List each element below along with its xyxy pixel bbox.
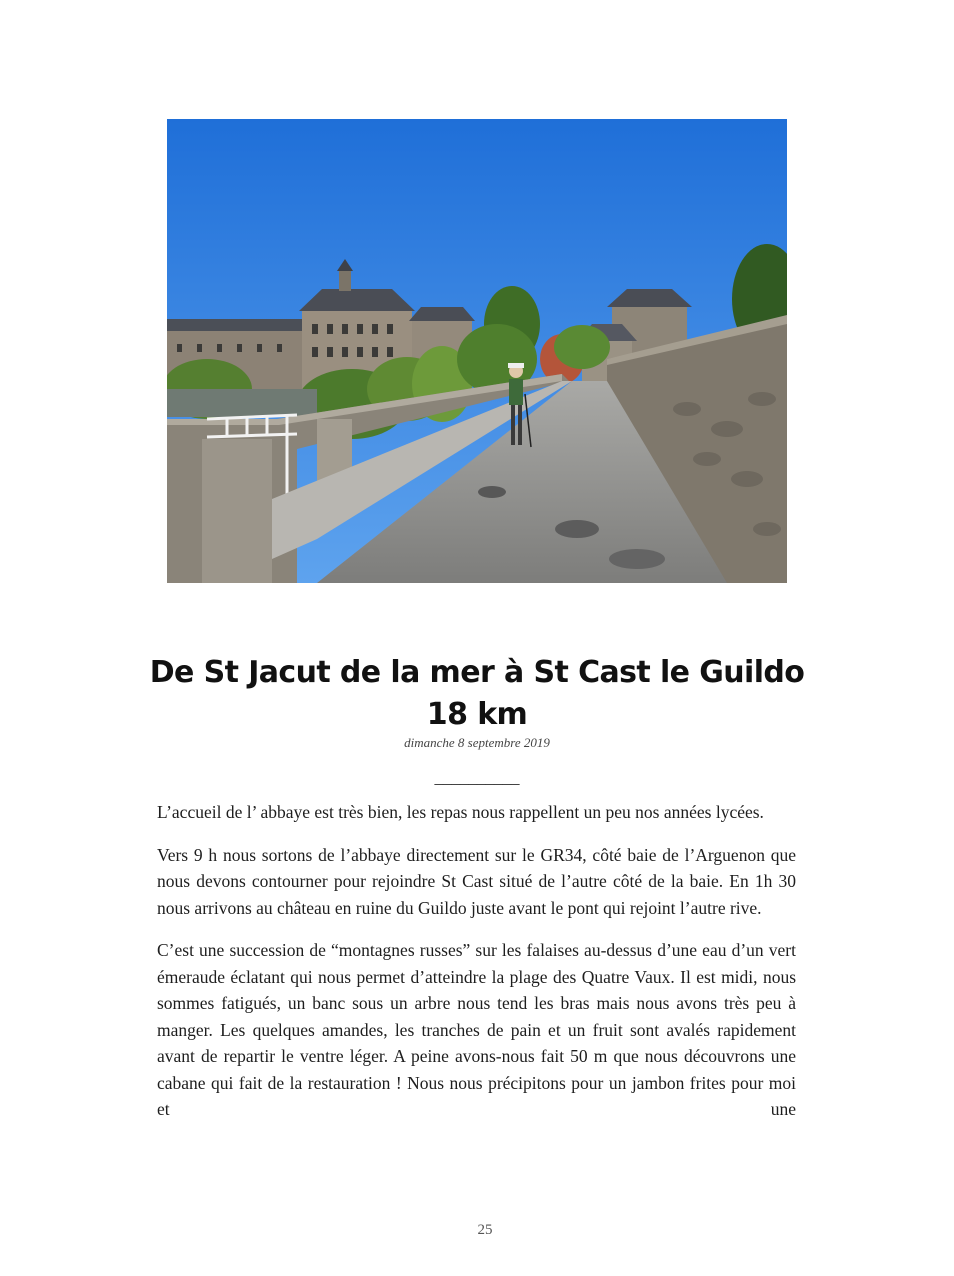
page-title: De St Jacut de la mer à St Cast le Guildo 18 km bbox=[149, 655, 805, 732]
paragraph: Vers 9 h nous sortons de l’abbaye directement sur le GR34, côté baie de l’Arguenon que nous devons contourner pour rejoindre St Cast situé de l’autre côté de la baie. En 1h 30 nous arrivons au château en ruine du Guildo juste avant le pont qui rejoint l’autre rive. bbox=[157, 844, 796, 918]
page-number: 25 bbox=[477, 1222, 493, 1238]
paragraph: C’est une succession de “montagnes russes” sur les falaises au-dessus d’une eau d’un vert émeraude éclatant qui nous permet d’atteindre la plage des Quatre Vaux. Il est midi, nous sommes fatigués, un banc sous un arbre nous tend les bras mais nous avons très peu à manger. Les quelques amandes, les tranches de pain et un fruit sont avalés rapidement avant de repartir le ventre léger. A peine avons-nous fait 50 m que nous découvrons une cabane qui fait de la restauration ! Nous nous précipitons pour un jambon frites pour moi et une bbox=[157, 940, 796, 1119]
article-body bbox=[157, 799, 796, 1139]
post-date: dimanche 8 septembre 2019 bbox=[404, 735, 550, 750]
photo-road-abbey bbox=[167, 119, 787, 583]
separator: __________ bbox=[434, 768, 520, 787]
paragraph: L’accueil de l’ abbaye est très bien, les repas nous rappellent un peu nos années lycées. bbox=[157, 802, 764, 822]
